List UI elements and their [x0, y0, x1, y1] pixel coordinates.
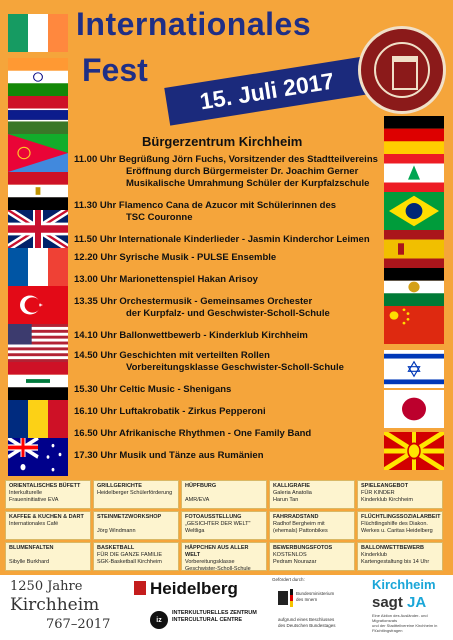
spain-flag-icon	[384, 230, 444, 268]
france-flag-icon	[8, 248, 68, 286]
activity-cell	[357, 511, 443, 540]
festival-title: Internationales	[76, 6, 312, 42]
activity-title: HÜPFBURG	[185, 483, 217, 489]
activity-provider: AMR/EVA	[185, 497, 210, 503]
activity-provider: KOSTENLOS Pedram Nourazar	[273, 552, 317, 565]
ireland-flag-icon	[8, 14, 68, 52]
activity-cell	[269, 511, 355, 540]
program-item: 11.50 Uhr Internationale Kinderlieder - Jasmin Kinderchor Leimen	[74, 234, 370, 245]
activity-title: ORIENTALISCHES BÜFETT	[9, 483, 81, 489]
activity-provider: FÜR DIE GANZE FAMILIE SGK-Basketball Kirchheim	[97, 552, 163, 565]
egypt-flag-icon	[8, 172, 68, 210]
activity-title: FAHRRADSTAND	[273, 514, 319, 520]
activity-title: FOTOAUSSTELLUNG	[185, 514, 242, 520]
activity-title: HÄPPCHEN AUS ALLER WELT	[185, 545, 249, 558]
program-item: 16.10 Uhr Luftakrobatik - Zirkus Pepperoni	[74, 406, 266, 417]
date-banner	[164, 56, 369, 125]
activity-cell	[357, 480, 443, 509]
festival-date: 15. Juli 2017	[197, 67, 336, 114]
kirchheim-sagt-ja-logo: Kirchheim sagt JA Eine Aktion des Ausländer- und Migrationsrats und der Stadtteilvereine Kirchheim in Flüchtlingsfragen	[372, 577, 438, 633]
macedonia-flag-icon	[384, 432, 444, 470]
iraq-flag-icon	[8, 362, 68, 400]
activity-provider: Vorbereitungsklasse Geschwister-Scholl-Schule	[185, 559, 251, 571]
activity-title: SPIELEANGEBOT	[361, 483, 409, 489]
sponsor-footer	[0, 575, 453, 640]
activity-provider: Kinderklub Kartengestaltung bis 14 Uhr	[361, 552, 430, 565]
activity-title: GRILLGERICHTE	[97, 483, 142, 489]
city-seal-icon	[358, 26, 446, 114]
festival-title-fest: Fest	[82, 52, 148, 88]
program-item: 13.35 Uhr Orchestermusik - Gemeinsames Orchester der Kurpfalz- und Geschwister-Scholl-Schule	[74, 296, 330, 319]
program-item: 17.30 Uhr Musik und Tänze aus Rumänien	[74, 450, 264, 461]
activity-title: STEINMETZWORKSHOP	[97, 514, 162, 520]
activity-provider: FÜR KINDER Kinderklub Kirchheim	[361, 490, 413, 503]
lebanon-flag-icon	[384, 154, 444, 192]
activity-title: BEWERBUNGSFOTOS	[273, 545, 333, 551]
activity-provider: Flüchtlingshilfe des Diakon. Werkes u. Caritas Heidelberg	[361, 521, 433, 534]
activity-title: BLUMENFALTEN	[9, 545, 54, 551]
activity-provider: Heidelberger Schülerförderung	[97, 490, 173, 496]
program-item: 12.20 Uhr Syrische Musik - PULSE Ensemble	[74, 252, 277, 263]
iz-logo-icon: iz	[150, 611, 168, 629]
activity-cell	[181, 480, 267, 509]
iz-logo-text: INTERKULTURELLES ZENTRUM INTERCULTURAL CENTRE	[172, 610, 257, 623]
program-item: 11.00 Uhr Begrüßung Jörn Fuchs, Vorsitzender des Stadtteilvereins Eröffnung durch Bürgermeister Dr. Joachim Gerner Musikalische Umrahmung Schüler der Kurpfalzschule	[74, 154, 378, 189]
brazil-flag-icon	[384, 192, 444, 230]
germany-flag-icon	[384, 116, 444, 154]
activity-provider: Jörg Windmann	[97, 528, 136, 534]
activity-cell	[5, 542, 91, 571]
activity-provider: Interkulturelle Fraueninitiative EVA	[9, 490, 59, 503]
romania-flag-icon	[8, 400, 68, 438]
activities-grid	[5, 480, 443, 572]
activity-provider: Galeria Anatolia Harun Tan	[273, 490, 312, 503]
activity-provider: Radhof Bergheim mit (ehemals) Pattonbikes	[273, 521, 328, 534]
german-colors-icon	[290, 589, 293, 607]
activity-title: BASKETBALL	[97, 545, 135, 551]
activity-provider: Internationales Café	[9, 521, 59, 527]
gambia-flag-icon	[8, 96, 68, 134]
activity-title: KALLIGRAFIE	[273, 483, 310, 489]
eagle-icon	[278, 591, 288, 605]
program-item: 14.10 Uhr Ballonwettbewerb - Kinderklub Kirchheim	[74, 330, 308, 341]
eritrea-flag-icon	[8, 134, 68, 172]
program-item: 13.00 Uhr Marionettenspiel Hakan Arisoy	[74, 274, 258, 285]
australia-flag-icon	[8, 438, 68, 476]
program-item: 15.30 Uhr Celtic Music - Shenigans	[74, 384, 232, 395]
activity-cell	[5, 511, 91, 540]
afghanistan-flag-icon	[384, 268, 444, 306]
united-kingdom-flag-icon	[8, 210, 68, 248]
turkey-flag-icon	[8, 286, 68, 324]
activity-cell	[93, 480, 179, 509]
japan-flag-icon	[384, 390, 444, 428]
activity-provider: „GESICHTER DER WELT" Weltliga	[185, 521, 251, 534]
heidelberg-logo-icon	[134, 581, 146, 595]
israel-flag-icon	[384, 350, 444, 388]
activity-cell	[93, 542, 179, 571]
activity-provider: Sibylle Burkhard	[9, 559, 50, 565]
program-item: 16.50 Uhr Afrikanische Rhythmen - One Family Band	[74, 428, 312, 439]
india-flag-icon	[8, 58, 68, 96]
usa-flag-icon	[8, 324, 68, 362]
program-item: 14.50 Uhr Geschichten mit verteilten Rollen Vorbereitungsklasse Geschwister-Scholl-Schule	[74, 350, 344, 373]
heidelberg-logo: Heidelberg	[150, 579, 238, 598]
activity-title: KAFFEE & KUCHEN & DART	[9, 514, 84, 520]
activity-title: FLÜCHTLINGSSOZIALARBEIT	[361, 514, 441, 520]
activity-cell	[357, 542, 443, 571]
activity-cell	[269, 542, 355, 571]
activity-cell	[269, 480, 355, 509]
activity-cell	[181, 542, 267, 571]
venue-heading: Bürgerzentrum Kirchheim	[142, 134, 303, 149]
china-flag-icon	[384, 306, 444, 344]
activity-title: BALLONWETTBEWERB	[361, 545, 424, 551]
activity-cell	[181, 511, 267, 540]
program-item: 11.30 Uhr Flamenco Cana de Azucor mit Schülerinnen des TSC Couronne	[74, 200, 337, 223]
bmi-logo: Gefördert durch: Bundesministerium des Innern aufgrund eines Beschlusses des Deutschen Bundestages	[272, 577, 336, 628]
kirchheim-1250-logo: 1250 Jahre Kirchheim 767–2017	[10, 579, 111, 632]
activity-cell	[5, 480, 91, 509]
activity-cell	[93, 511, 179, 540]
